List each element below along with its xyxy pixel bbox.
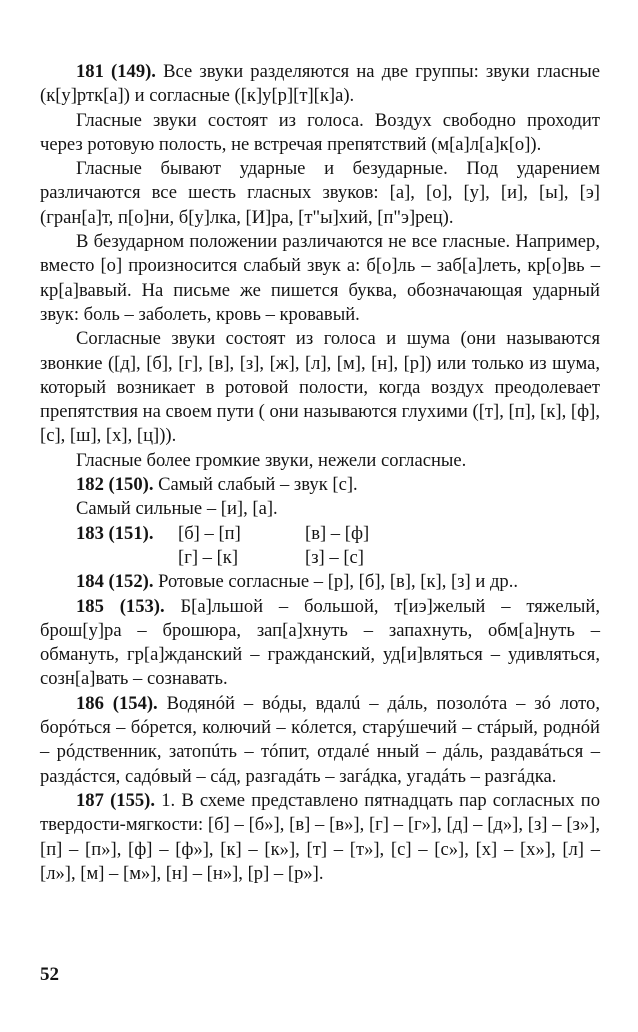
- exercise-number: 183 (151).: [76, 522, 154, 544]
- pairs-row: [76, 522, 600, 546]
- paragraph-182: [40, 473, 600, 497]
- paragraph-184: [40, 570, 600, 594]
- exercise-number: 186 (154).: [76, 692, 158, 714]
- page-number: 52: [40, 964, 59, 985]
- paragraph-text: Самый сильные – [и], [а].: [76, 498, 278, 520]
- paragraph-text: Все звуки разделяются на две группы: звуки гласные (к[у]ртк[а]) и согласные ([к]у[р][т][к]а).: [40, 61, 600, 107]
- pair-cell: [б] – [п]: [178, 522, 241, 544]
- exercise-number: 184 (152).: [76, 571, 154, 593]
- pair-spacer: [76, 546, 178, 570]
- exercise-number: 182 (150).: [76, 474, 154, 496]
- exercise-number: 185 (153).: [76, 595, 165, 617]
- paragraph-181: [40, 60, 600, 109]
- paragraph-vowels: [40, 109, 600, 158]
- pairs-row: [76, 546, 600, 570]
- paragraph-text: Самый слабый – звук [с].: [153, 474, 358, 496]
- paragraph-text: Ротовые согласные – [р], [б], [в], [к], [з] и др..: [153, 571, 519, 593]
- paragraph-text: Б[а]льшой – большой, т[иэ]желый – тяжелый, брош[у]ра – брошюра, зап[а]хнуть – запахнуть, обм[а]нуть – обманyть, гр[а]жданский – гражданский, уд[и]вляться – удивляться, созн[а]вать – сознавать.: [40, 595, 600, 690]
- pair-cell: [в] – [ф]: [305, 522, 370, 544]
- pair-cell: [г] – [к]: [178, 546, 239, 568]
- paragraph-186: [40, 692, 600, 789]
- paragraph-unstressed: [40, 230, 600, 327]
- exercise-number: 181 (149).: [76, 61, 156, 82]
- paragraph-text: Согласные звуки состоят из голоса и шума (они называются звонкие ([д], [б], [г], [в], [з], [ж], [л], [м], [н], [р]) или только из шума, который возникает в ротовой полости, когда воздух преодолевает препятствия на своем пути ( они называются глухими ([т], [п], [к], [ф], [с], [ш], [х], [ц])).: [40, 328, 600, 447]
- paragraph-185: [40, 595, 600, 692]
- paragraph-consonants: [40, 327, 600, 448]
- paragraph-text: Водянóй – вóды, вдалú – дáль, позолóта – зó лото, борóться – бóрется, колючий – кóлется, старýшечий – стáрый, роднóй – рóдственник, затопúть – тóпит, отдалé нный – дáль, раздавáться – раздáстся, садóвый – сáд, разгадáть – загáдка, угадáть – разгáдка.: [40, 692, 600, 787]
- paragraph-text: Гласные бывают ударные и безударные. Под ударением различаются все шесть гласных звуков: [а], [о], [у], [и], [ы], [э] (гран[а]т, п[о]ни, б[у]лка, [И]ра, [т"ы]хий, [п"э]рец).: [40, 158, 600, 228]
- paragraph-187: [40, 789, 600, 886]
- paragraph-text: Гласные звуки состоят из голоса. Воздух свободно проходит через ротовую полость, не встречая препятствий (м[а]л[а]к[о]).: [40, 109, 600, 155]
- paragraph-stressed: [40, 157, 600, 230]
- exercise-183-pairs: [40, 522, 600, 571]
- paragraph-strongest: [40, 497, 600, 521]
- text-column: [40, 60, 600, 886]
- paragraph-loudness: [40, 449, 600, 473]
- exercise-number: 187 (155).: [76, 789, 156, 811]
- paragraph-text: Гласные более громкие звуки, нежели согласные.: [76, 449, 467, 471]
- pair-cell: [з] – [с]: [305, 546, 364, 568]
- paragraph-text: 1. В схеме представлено пятнадцать пар согласных по твердости-мягкости: [б] – [б»], [в] – [в»], [г] – [г»], [д] – [д»], [з] – [з»], [п] – [п»], [ф] – [ф»], [к] – [к»], [т] – [т»], [с] – [с»], [х] – [х»], [л] – [л»], [м] – [м»], [н] – [н»], [р] – [р»].: [40, 789, 600, 884]
- paragraph-text: В безударном положении различаются не все гласные. Например, вместо [о] произносится слабый звук а: б[о]ль – заб[а]леть, кр[о]вь – кр[а]вавый. На письме же пишется буква, обозначающая ударный звук: боль – заболеть, кровь – кровавый.: [40, 231, 600, 325]
